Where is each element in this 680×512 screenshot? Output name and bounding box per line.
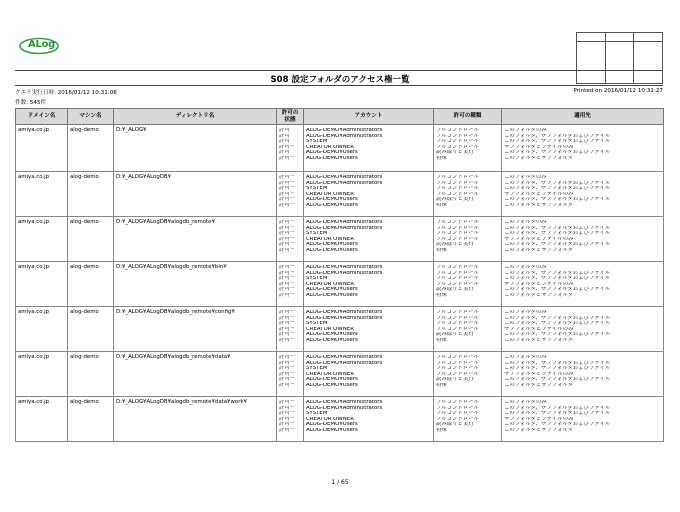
apply-to-cell-line: このフォルダ、サブフォルダおよびファイル [504,422,611,427]
col-header-domain: ドメイン名 [16,109,68,125]
status-cell-line: 許可－ [279,175,296,180]
permission-cell-line: 読み取りと実行 [436,197,474,202]
page-number: 1 / 65 [331,479,349,486]
status-cell-line: 許可－ [279,366,296,371]
status-cell-line: 許可－ [279,332,296,337]
permission-cell-line: フルコントロール [436,405,479,411]
access-rights-table [15,108,664,442]
col-header-permission: 許可の種類 [434,109,502,125]
title-top-rule [15,70,663,71]
status-cell-line: 許可－ [279,337,296,343]
apply-to-cell-line: このフォルダとサブフォルダ [504,247,574,253]
status-cell-line: 許可－ [279,377,296,382]
status-cell-line: 許可－ [279,326,296,332]
permission-cell-line: フルコントロール [436,360,479,366]
account-cell-line: ALOG-DEMO¥Users [306,202,358,208]
permission-cell-line: 読み取りと実行 [436,242,474,247]
apply-to-cell-line: サブフォルダとファイルのみ [504,371,574,377]
machine-cell: alog-demo [68,217,114,262]
directory-cell: D:¥_ALOG¥ALogDB¥alogdb_remote¥data¥ [114,352,277,397]
permission-cell-line: フルコントロール [436,400,479,405]
permission-cell-line: フルコントロール [436,186,479,191]
directory-cell: D:¥_ALOG¥ALogDB¥alogdb_remote¥ [114,217,277,262]
permission-cell-line: フルコントロール [436,236,479,242]
apply-to-cell-line: このフォルダとサブフォルダ [504,427,574,433]
directory-cell: D:¥_ALOG¥ [114,125,277,172]
apply-to-cell-line: サブフォルダとファイルのみ [504,191,574,197]
permission-cell-line: 読み取りと実行 [436,332,474,337]
apply-to-cell-line: サブフォルダとファイルのみ [504,281,574,287]
permission-cell-line: フルコントロール [436,276,479,281]
status-cell [277,125,304,172]
account-cell [304,125,434,172]
status-cell-line: 許可－ [279,186,296,191]
status-cell-line: 許可－ [279,287,296,292]
query-time: クエリ実行日時: 2016/01/12 10:31:06 [15,90,117,96]
permission-cell-line: フルコントロール [436,310,479,315]
permission-cell-line: 特殊 [436,292,447,298]
permission-cell-line: 読み取りと実行 [436,377,474,382]
permission-cell-line: フルコントロール [436,225,479,231]
apply-to-cell [502,262,664,307]
domain-cell: amiya.co.jp [16,397,68,442]
account-cell-line: ALOG-DEMO¥Users [306,377,358,382]
table-row [16,125,664,172]
col-header-status: 許可の 状態 [277,109,304,125]
col-header-apply-to: 適用先 [502,109,664,125]
report-title: S08 設定フォルダのアクセス権一覧 [270,75,410,85]
status-cell-line: 許可 [279,128,290,133]
permission-cell-line: フルコントロール [436,265,479,270]
account-cell [304,172,434,217]
status-cell-line: 許可－ [279,315,296,321]
permission-cell-line: フルコントロール [436,175,479,180]
permission-cell-line: 特殊 [436,155,447,161]
account-cell-line: ALOG-DEMO¥Administrators [306,315,383,321]
status-cell-line: 許可－ [279,197,296,202]
status-cell-line: 許可－ [279,360,296,366]
account-cell-line: ALOG-DEMO¥Administrators [306,405,383,411]
permission-cell-line: 特殊 [436,247,447,253]
account-cell-line: ALOG-DEMO¥Users [306,287,358,292]
permission-cell-line: 読み取りと実行 [436,150,474,155]
apply-to-cell-line: このフォルダ、サブフォルダおよびファイル [504,270,611,276]
apply-to-cell-line: このフォルダとサブフォルダ [504,155,574,161]
permission-cell-line: フルコントロール [436,133,479,139]
account-cell-line: ALOG-DEMO¥Users [306,427,358,433]
apply-to-cell [502,307,664,352]
apply-to-cell-line: このフォルダのみ [504,310,547,315]
status-cell-line: 許可－ [279,247,296,253]
account-cell-line: SYSTEM [306,321,328,326]
permission-cell-line: フルコントロール [436,220,479,225]
domain-cell: amiya.co.jp [16,217,68,262]
status-cell-line: 許可－ [279,355,296,360]
permission-cell-line: フルコントロール [436,180,479,186]
apply-to-cell-line: このフォルダのみ [504,175,547,180]
apply-to-cell-line: このフォルダ、サブフォルダおよびファイル [504,197,611,202]
status-cell-line: 許可－ [279,400,296,405]
account-cell-line: ALOG-DEMO¥Administrators [306,310,383,315]
apply-to-cell-line: このフォルダ、サブフォルダおよびファイル [504,180,611,186]
table-row [16,307,664,352]
permission-cell-line: フルコントロール [436,139,479,144]
permission-cell [434,172,502,217]
apply-to-cell-line: サブフォルダとファイルのみ [504,326,574,332]
status-cell-line: 許可－ [279,144,296,150]
apply-to-cell-line: このフォルダ、サブフォルダおよびファイル [504,287,611,292]
account-cell-line: SYSTEM [306,139,328,144]
directory-cell: D:¥_ALOG¥ALogDB¥alogdb_remote¥config¥ [114,307,277,352]
table-row [16,217,664,262]
record-count: 件数: 545件 [15,100,47,106]
machine-cell: alog-demo [68,172,114,217]
apply-to-cell [502,397,664,442]
permission-cell-line: フルコントロール [436,366,479,371]
apply-to-cell-line: このフォルダのみ [504,128,547,133]
account-cell-line: ALOG-DEMO¥Users [306,242,358,247]
permission-cell-line: フルコントロール [436,326,479,332]
account-cell-line: SYSTEM [306,411,328,416]
account-cell-line: ALOG-DEMO¥Users [306,150,358,155]
status-cell [277,397,304,442]
account-cell-line: CREATOR OWNER [306,144,354,150]
account-cell-line: ALOG-DEMO¥Users [306,247,358,253]
status-cell-line: 許可－ [279,371,296,377]
directory-cell: D:¥_ALOG¥ALogDB¥alogdb_remote¥bin¥ [114,262,277,307]
account-cell [304,352,434,397]
status-cell-line: 許可－ [279,270,296,276]
permission-cell-line: フルコントロール [436,411,479,416]
permission-cell-line: フルコントロール [436,371,479,377]
status-cell-line: 許可－ [279,427,296,433]
machine-cell: alog-demo [68,397,114,442]
status-cell [277,352,304,397]
account-cell-line: ALOG-DEMO¥Users [306,197,358,202]
table-row [16,172,664,217]
account-cell-line: ALOG-DEMO¥Administrators [306,360,383,366]
account-cell-line: SYSTEM [306,231,328,236]
status-cell-line: 許可－ [279,276,296,281]
permission-cell [434,262,502,307]
account-cell [304,217,434,262]
status-cell-line: 許可－ [279,225,296,231]
apply-to-cell [502,217,664,262]
table-row [16,352,664,397]
apply-to-cell-line: このフォルダとサブフォルダ [504,337,574,343]
apply-to-cell-line: このフォルダ、サブフォルダおよびファイル [504,366,611,371]
printed-on: Printed on 2016/01/12 10:31:27 [573,88,663,94]
account-cell-line: ALOG-DEMO¥Administrators [306,220,383,225]
account-cell-line: SYSTEM [306,366,328,371]
status-cell-line: 許可－ [279,242,296,247]
account-cell-line: CREATOR OWNER [306,281,354,287]
apply-to-cell-line: このフォルダのみ [504,355,547,360]
apply-to-cell-line: このフォルダのみ [504,400,547,405]
permission-cell-line: フルコントロール [436,315,479,321]
status-cell-line: 許可 [279,150,290,155]
apply-to-cell-line: このフォルダ、サブフォルダおよびファイル [504,231,611,236]
account-cell-line: ALOG-DEMO¥Administrators [306,265,383,270]
apply-to-cell [502,125,664,172]
status-cell-line: 許可－ [279,292,296,298]
apply-to-cell-line: このフォルダ、サブフォルダおよびファイル [504,377,611,382]
status-cell [277,217,304,262]
permission-cell-line: フルコントロール [436,231,479,236]
permission-cell-line: 特殊 [436,382,447,388]
account-cell-line: ALOG-DEMO¥Administrators [306,175,383,180]
account-cell-line: ALOG-DEMO¥Users [306,155,358,161]
status-cell-line: 許可 [279,133,290,139]
status-cell-line: 許可－ [279,416,296,422]
account-cell-line: ALOG-DEMO¥Users [306,292,358,298]
apply-to-cell-line: このフォルダのみ [504,220,547,225]
status-cell-line: 許可－ [279,265,296,270]
account-cell-line: ALOG-DEMO¥Administrators [306,133,383,139]
permission-cell-line: 特殊 [436,202,447,208]
apply-to-cell-line: このフォルダ、サブフォルダおよびファイル [504,276,611,281]
account-cell-line: SYSTEM [306,276,328,281]
status-cell-line: 許可 [279,139,290,144]
machine-cell: alog-demo [68,262,114,307]
permission-cell [434,307,502,352]
apply-to-cell-line: このフォルダ、サブフォルダおよびファイル [504,315,611,321]
account-cell-line: CREATOR OWNER [306,191,354,197]
col-header-account: アカウント [304,109,434,125]
status-cell-line: 許可－ [279,281,296,287]
apply-to-cell-line: サブフォルダとファイルのみ [504,236,574,242]
account-cell-line: CREATOR OWNER [306,236,354,242]
alog-logo [18,37,60,55]
status-cell [277,307,304,352]
table-row [16,397,664,442]
status-cell-line: 許可－ [279,191,296,197]
permission-cell [434,397,502,442]
permission-cell [434,352,502,397]
account-cell-line: ALOG-DEMO¥Users [306,337,358,343]
apply-to-cell-line: このフォルダ、サブフォルダおよびファイル [504,150,611,155]
permission-cell [434,125,502,172]
directory-cell: D:¥_ALOG¥ALogDB¥ [114,172,277,217]
account-cell-line: ALOG-DEMO¥Administrators [306,270,383,276]
domain-cell: amiya.co.jp [16,125,68,172]
directory-cell: D:¥_ALOG¥ALogDB¥alogdb_remote¥data¥work¥ [114,397,277,442]
apply-to-cell-line: このフォルダとサブフォルダ [504,382,574,388]
apply-to-cell-line: このフォルダ、サブフォルダおよびファイル [504,225,611,231]
account-cell-line: ALOG-DEMO¥Users [306,382,358,388]
logo-text: ALog [28,39,55,50]
permission-cell-line: フルコントロール [436,416,479,422]
status-cell-line: 許可－ [279,310,296,315]
permission-cell-line: フルコントロール [436,321,479,326]
permission-cell-line: 特殊 [436,337,447,343]
permission-cell-line: 読み取りと実行 [436,287,474,292]
status-cell-line: 許可－ [279,321,296,326]
status-cell [277,172,304,217]
domain-cell: amiya.co.jp [16,307,68,352]
account-cell-line: SYSTEM [306,186,328,191]
apply-to-cell [502,352,664,397]
col-header-machine: マシン名 [68,109,114,125]
account-cell-line: CREATOR OWNER [306,416,354,422]
status-cell-line: 許可－ [279,231,296,236]
machine-cell: alog-demo [68,125,114,172]
account-cell-line: ALOG-DEMO¥Administrators [306,355,383,360]
account-cell [304,262,434,307]
apply-to-cell-line: このフォルダとサブフォルダ [504,292,574,298]
apply-to-cell-line: このフォルダ、サブフォルダおよびファイル [504,139,611,144]
permission-cell-line: フルコントロール [436,144,479,150]
status-cell-line: 許可－ [279,422,296,427]
apply-to-cell-line: このフォルダ、サブフォルダおよびファイル [504,332,611,337]
title-bottom-rule [15,85,663,86]
apply-to-cell-line: このフォルダ、サブフォルダおよびファイル [504,405,611,411]
apply-to-cell-line: このフォルダ、サブフォルダおよびファイル [504,133,611,139]
apply-to-cell-line: このフォルダ、サブフォルダおよびファイル [504,360,611,366]
account-cell-line: ALOG-DEMO¥Administrators [306,180,383,186]
account-cell-line: ALOG-DEMO¥Administrators [306,128,383,133]
apply-to-cell-line: このフォルダ、サブフォルダおよびファイル [504,242,611,247]
permission-cell-line: フルコントロール [436,355,479,360]
account-cell-line: ALOG-DEMO¥Users [306,422,358,427]
account-cell-line: CREATOR OWNER [306,371,354,377]
apply-to-cell-line: このフォルダ、サブフォルダおよびファイル [504,186,611,191]
status-cell-line: 許可－ [279,411,296,416]
status-cell-line: 許可－ [279,220,296,225]
apply-to-cell-line: サブフォルダとファイルのみ [504,416,574,422]
status-cell-line: 許可－ [279,202,296,208]
status-cell-line: 許可－ [279,155,296,161]
apply-to-cell-line: このフォルダ、サブフォルダおよびファイル [504,411,611,416]
account-cell [304,307,434,352]
domain-cell: amiya.co.jp [16,172,68,217]
status-cell-line: 許可－ [279,405,296,411]
permission-cell-line: フルコントロール [436,128,479,133]
status-cell-line: 許可－ [279,382,296,388]
account-cell-line: ALOG-DEMO¥Administrators [306,400,383,405]
status-cell-line: 許可－ [279,180,296,186]
permission-cell [434,217,502,262]
status-cell [277,262,304,307]
table-row [16,262,664,307]
account-cell-line: ALOG-DEMO¥Users [306,332,358,337]
table-header-row [16,109,664,125]
col-header-directory: ディレクトリ名 [114,109,277,125]
permission-cell-line: フルコントロール [436,281,479,287]
permission-cell-line: 読み取りと実行 [436,422,474,427]
apply-to-cell [502,172,664,217]
account-cell-line: CREATOR OWNER [306,326,354,332]
account-cell [304,397,434,442]
apply-to-cell-line: サブフォルダとファイルのみ [504,144,574,150]
domain-cell: amiya.co.jp [16,352,68,397]
apply-to-cell-line: このフォルダのみ [504,265,547,270]
apply-to-cell-line: このフォルダ、サブフォルダおよびファイル [504,321,611,326]
permission-cell-line: フルコントロール [436,270,479,276]
apply-to-cell-line: このフォルダとサブフォルダ [504,202,574,208]
permission-cell-line: 特殊 [436,427,447,433]
machine-cell: alog-demo [68,352,114,397]
permission-cell-line: フルコントロール [436,191,479,197]
machine-cell: alog-demo [68,307,114,352]
domain-cell: amiya.co.jp [16,262,68,307]
status-cell-line: 許可－ [279,236,296,242]
account-cell-line: ALOG-DEMO¥Administrators [306,225,383,231]
